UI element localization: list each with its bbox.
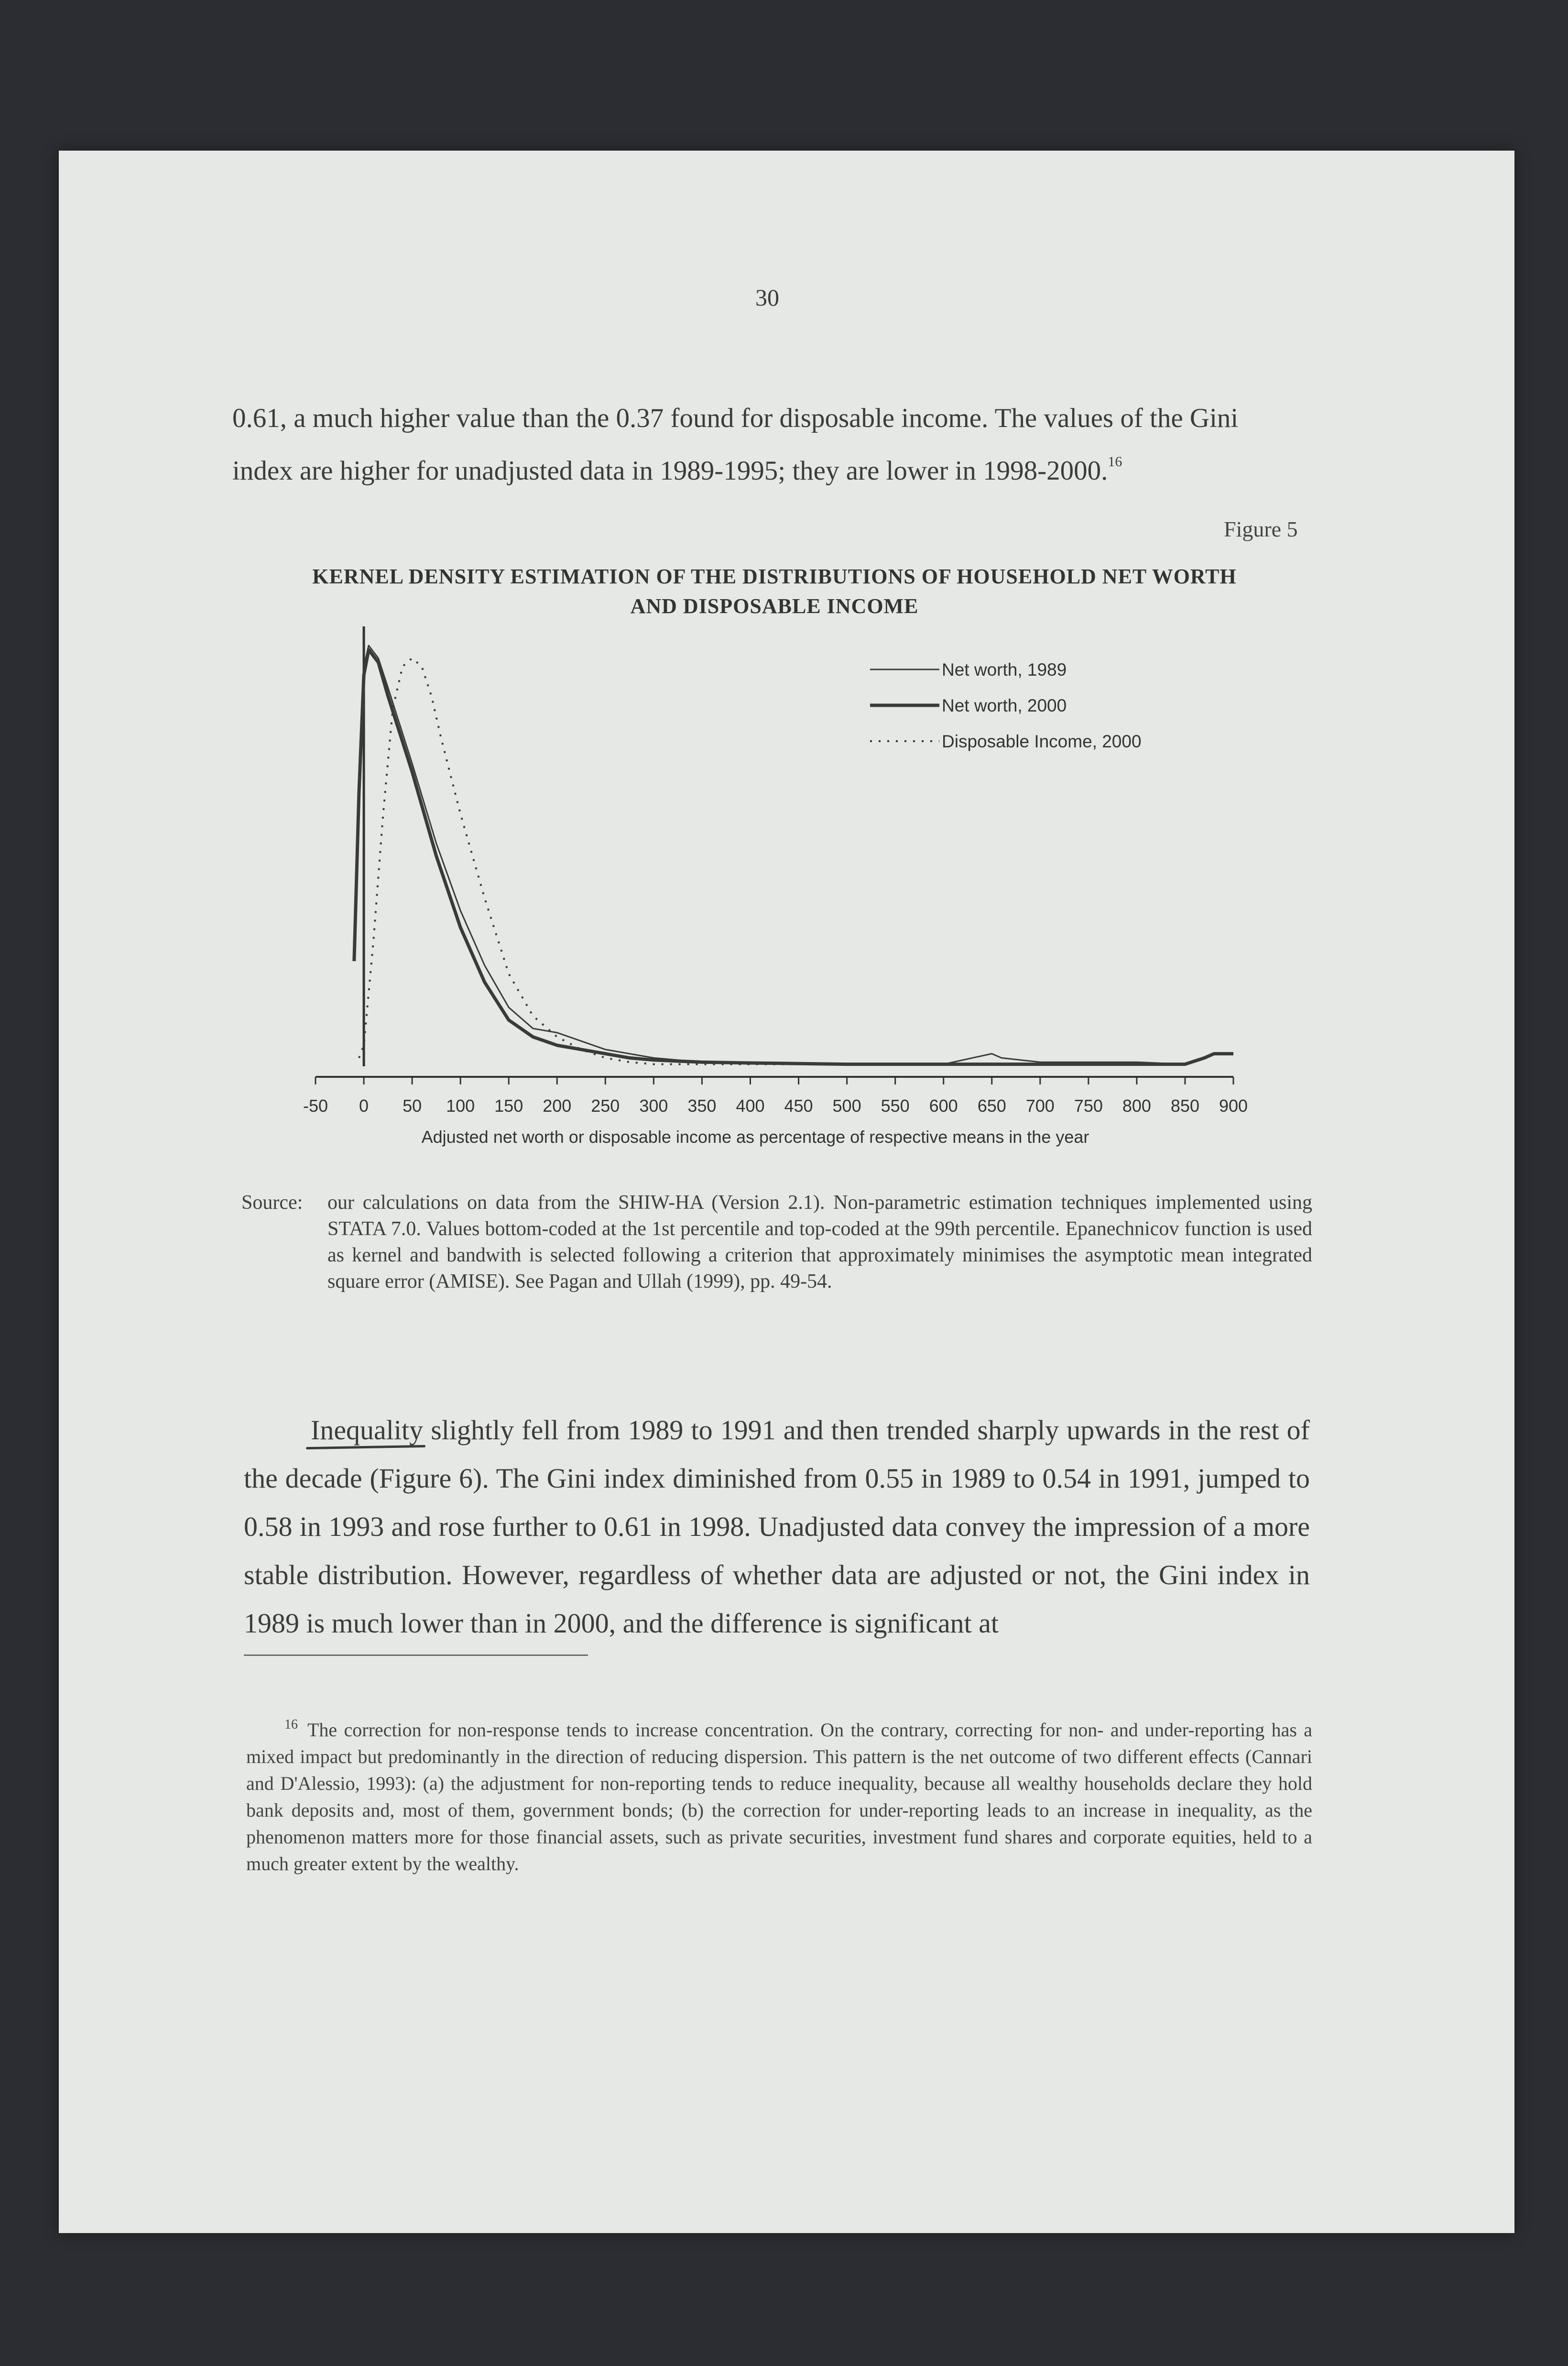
- x-tick-label: 750: [1074, 1096, 1103, 1116]
- x-tick-label: 400: [736, 1096, 765, 1116]
- body-paragraph: [244, 1406, 1310, 1647]
- source-label: Source:: [241, 1192, 303, 1214]
- footnote-reference: 16: [1108, 454, 1122, 470]
- x-tick-label: 500: [832, 1096, 861, 1116]
- intro-line-1: 0.61, a much higher value than the 0.37 found for disposable income. The values of the Gini: [232, 403, 1239, 433]
- x-tick-label: 650: [977, 1096, 1006, 1116]
- chart-legend: [870, 660, 1142, 751]
- x-tick-label: -50: [303, 1096, 328, 1116]
- footnote-rule: [244, 1654, 588, 1656]
- x-tick-label: 550: [881, 1096, 910, 1116]
- series-line-2: [354, 650, 1233, 1064]
- x-ticks: [303, 1077, 1248, 1116]
- chart-axes: [316, 626, 1233, 1077]
- x-tick-label: 900: [1219, 1096, 1248, 1116]
- legend-label-1: Net worth, 1989: [942, 660, 1067, 679]
- figure-title-line-2: AND DISPOSABLE INCOME: [630, 594, 919, 618]
- x-tick-label: 0: [359, 1096, 369, 1116]
- x-tick-label: 800: [1122, 1096, 1151, 1116]
- x-tick-label: 450: [784, 1096, 813, 1116]
- source-text: our calculations on data from the SHIW-HA (Version 2.1). Non-parametric estimation techniques implemented using STATA 7.0. Values bottom-coded at the 1st percentile and top-coded at the 99th percentile. Epanechnicov function is used as kernel and bandwith is selected following a criterion that approximately minimises the asymptotic mean integrated square error (AMISE). See Pagan and Ullah (1999), pp. 49-54.: [327, 1192, 1312, 1293]
- footnote: [246, 1717, 1312, 1877]
- page-number: 30: [755, 284, 779, 311]
- x-tick-label: 200: [543, 1096, 572, 1116]
- legend-label-2: Net worth, 2000: [942, 696, 1067, 715]
- footnote-text: The correction for non-response tends to increase concentration. On the contrary, correcting for non- and under-reporting has a mixed impact but predominantly in the direction of reducing dispersion. This pattern is the net outcome of two different effects (Cannari and D'Alessio, 1993): (a) the adjustment for non-reporting tends to reduce inequality, because all wealthy households declare they hold bank deposits and, most of them, government bonds; (b) the correction for under-reporting leads to an increase in inequality, as the phenomenon matters more for those financial assets, such as private securities, investment fund shares and corporate equities, held to a much greater extent by the wealthy.: [246, 1719, 1312, 1874]
- intro-line-2-text: index are higher for unadjusted data in 1989-1995; they are lower in 1998-2000.: [232, 456, 1108, 486]
- figure-label: Figure 5: [1224, 517, 1298, 541]
- x-tick-label: 150: [494, 1096, 523, 1116]
- x-axis-label: Adjusted net worth or disposable income as percentage of respective means in the year: [421, 1127, 1089, 1147]
- legend-label-3: Disposable Income, 2000: [942, 732, 1142, 751]
- x-tick-label: 850: [1170, 1096, 1199, 1116]
- kernel-density-chart: [268, 612, 1272, 1152]
- x-tick-label: 100: [446, 1096, 475, 1116]
- series-line-3: [359, 658, 799, 1064]
- figure-title-line-1: KERNEL DENSITY ESTIMATION OF THE DISTRIBUTIONS OF HOUSEHOLD NET WORTH: [312, 565, 1237, 588]
- chart-series: [354, 646, 1233, 1064]
- x-tick-label: 300: [639, 1096, 668, 1116]
- intro-paragraph: [232, 392, 1308, 497]
- footnote-number: 16: [284, 1717, 298, 1732]
- x-tick-label: 50: [403, 1096, 422, 1116]
- intro-line-2: [232, 445, 1308, 497]
- series-line-1: [354, 646, 1233, 1064]
- body-paragraph-text: Inequality slightly fell from 1989 to 1991 and then trended sharply upwards in the rest of the decade (Figure 6). The Gini index diminished from 0.55 in 1989 to 0.54 in 1991, jumped to 0.58 in 1993 and rose further to 0.61 in 1998. Unadjusted data convey the impression of a more stable distribution. However, regardless of whether data are adjusted or not, the Gini index in 1989 is much lower than in 2000, and the difference is significant at: [244, 1414, 1310, 1639]
- x-tick-label: 250: [591, 1096, 620, 1116]
- x-tick-label: 700: [1025, 1096, 1055, 1116]
- x-tick-label: 350: [687, 1096, 717, 1116]
- x-tick-label: 600: [929, 1096, 958, 1116]
